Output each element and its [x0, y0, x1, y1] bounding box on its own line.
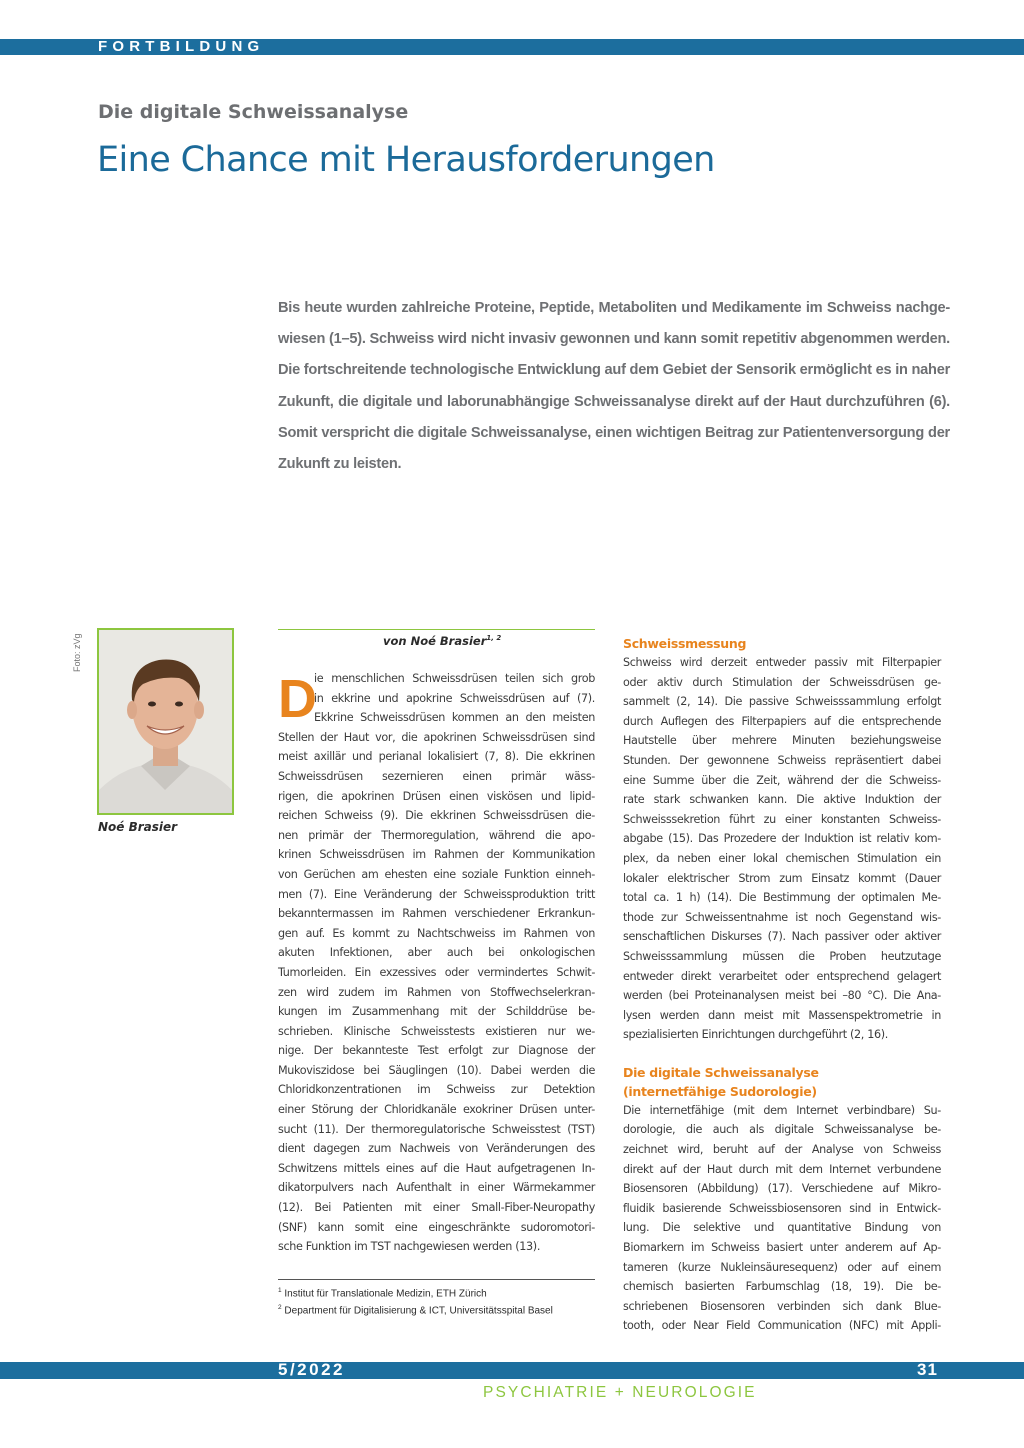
- body-line: oder aktiv durch Stimulation der Schweissdrüsen ge-: [623, 675, 941, 689]
- section-heading: (internetfähige Sudorologie): [623, 1083, 817, 1099]
- body-line: einer Störung der Chloridkanäle exokriner Drüsen unter-: [278, 1103, 595, 1117]
- body-line: Stellen der Haut vor, die apokrinen Schweissdrüsen sind: [278, 730, 595, 744]
- section-heading: Die digitale Schweissanalyse: [623, 1064, 819, 1080]
- body-line: in ekkrine und apokrine Schweissdrüsen auf (7).: [314, 691, 595, 705]
- body-line: Die internetfähige (mit dem Internet verbindbare) Su-: [623, 1103, 941, 1117]
- lead-line: Somit verspricht die digitale Schweissanalyse, einen wichtigen Beitrag zur Patientenversorgung der: [278, 424, 950, 441]
- lead-line: wiesen (1–5). Schweiss wird nicht invasiv gewonnen und kann somit repetitiv abgenommen werden.: [278, 331, 950, 348]
- body-line: men (7). Eine Veränderung der Schweissproduktion tritt: [278, 887, 595, 901]
- footnote-number: 2: [278, 1304, 282, 1312]
- body-line: Schweisssammlung müssen die Proben heutzutage: [623, 949, 941, 963]
- body-line: total ca. 1 h) (14). Die Bestimmung der optimalen Me-: [623, 891, 941, 905]
- body-column-2: [623, 634, 941, 1336]
- body-column-1: [278, 669, 595, 1257]
- author-portrait: [97, 628, 234, 815]
- body-line: fluidik basierende Schweissbiosensoren sind in Entwick-: [623, 1201, 941, 1215]
- footnotes: [278, 1284, 553, 1319]
- drop-cap: D: [278, 669, 317, 729]
- body-line: thode zur Schweissentnahme ist noch Gegenstand wis-: [623, 910, 941, 924]
- body-line: Stunden. Der gewonnene Schweiss repräsentiert dabei: [623, 753, 941, 767]
- body-line: lung. Die selektive und quantitative Bindung von: [623, 1221, 941, 1235]
- article-lead: [278, 293, 950, 480]
- body-line: Hautstelle über mehrere Minuten beziehungsweise: [623, 734, 941, 748]
- body-line: Schwitzens mittels eines auf die Haut aufgetragenen In-: [278, 1161, 595, 1175]
- body-line: Chloridkonzentrationen im Schweiss zur Detektion: [278, 1083, 595, 1097]
- body-line: zeichnet wird, beruht auf der Analyse von Schweiss: [623, 1143, 941, 1157]
- body-line: dikatorpulvers nach Aufenthalt in einer Wärmekammer: [278, 1181, 595, 1195]
- body-line: chemisch basierten Farbumschlag (18, 19). Die be-: [623, 1280, 941, 1294]
- body-line: (12). Bei Patienten mit einer Small-Fiber-Neuropathy: [278, 1201, 595, 1215]
- body-line: durch Auflegen des Filterpapiers auf die entsprechende: [623, 714, 941, 728]
- body-line: nige. Der bekannteste Test erfolgt zur Diagnose der: [278, 1044, 595, 1058]
- body-line: zen wird zudem im Rahmen von Stoffwechselerkran-: [278, 985, 595, 999]
- lead-line: Zukunft zu leisten.: [278, 456, 402, 473]
- byline: [383, 634, 501, 648]
- byline-divider: [278, 629, 595, 630]
- body-line: Schweiss wird derzeit entweder passiv mit Filterpapier: [623, 656, 941, 669]
- photo-credit: Foto: zVg: [72, 633, 82, 672]
- body-line: meist axillär und perianal lokalisiert (7, 8). Die ekkrinen: [278, 750, 595, 764]
- page-number: 31: [917, 1360, 938, 1379]
- body-line: rate stark schwanken kann. Die aktive Induktion der: [623, 793, 941, 807]
- body-line: senschaftlichen Diskurses (7). Nach passiver oder aktiver: [623, 930, 941, 944]
- body-line: von Gerüchen am ehesten eine soziale Funktion einneh-: [278, 867, 595, 881]
- body-line: sammelt (2, 14). Die passive Schweisssammlung erfolgt: [623, 695, 941, 709]
- section-label: FORTBILDUNG: [98, 38, 265, 55]
- lead-line: Die fortschreitende technologische Entwicklung auf dem Gebiet der Sensorik ermöglicht es in naher: [278, 362, 950, 379]
- body-line: gen auf. Es kommt zu Nachtschweiss im Rahmen von: [278, 926, 595, 940]
- body-line: schrieben. Klinische Schweisstests existieren nur we-: [278, 1024, 595, 1038]
- article-title: Eine Chance mit Herausforderungen: [97, 140, 715, 180]
- footnote-item: [278, 1301, 553, 1318]
- body-line: direkt auf der Haut durch mit dem Internet verbundene: [623, 1162, 941, 1176]
- body-line: akuten Infektionen, aber auch bei onkologischen: [278, 946, 595, 960]
- body-line: Ekkrine Schweissdrüsen kommen an den meisten: [314, 711, 595, 725]
- body-line: plex, da neben einer lokal chemischen Stimulation ein: [623, 851, 941, 865]
- body-line: rigen, die apokrinen Drüsen einen viskösen und lipid-: [278, 789, 595, 803]
- body-line: Biosensoren (Abbildung) (17). Verschiedene auf Mikro-: [623, 1182, 941, 1196]
- portrait-caption: Noé Brasier: [98, 820, 178, 834]
- author-name: von Noé Brasier: [383, 634, 487, 648]
- footnote-text: Institut für Translationale Medizin, ETH Zürich: [284, 1288, 487, 1300]
- footnote-number: 1: [278, 1287, 282, 1294]
- lead-line: Zukunft, die digitale und laborunabhängige Schweissanalyse direkt auf der Haut durchzuführen (6).: [278, 393, 950, 410]
- footnote-text: Department für Digitalisierung & ICT, Universitätsspital Basel: [284, 1305, 553, 1317]
- body-line: spezialisierten Einrichtungen durchgeführt (2, 16).: [623, 1028, 888, 1042]
- body-line: sche Funktion im TST nachgewiesen werden (13).: [278, 1240, 541, 1254]
- body-line: tooth, oder Near Field Communication (NFC) mit Appli-: [623, 1319, 941, 1333]
- body-line: lysen werden dann meist mit Massenspektrometrie in: [623, 1008, 941, 1022]
- footnote-item: [278, 1284, 553, 1301]
- body-line: werden (bei Proteinanalysen meist bei –80 °C). Die Ana-: [623, 989, 941, 1003]
- body-line: (SNF) kann somit eine eingeschränkte sudoromotori-: [278, 1220, 595, 1234]
- issue-number: 5/2022: [278, 1360, 345, 1379]
- body-line: krinen Schweissdrüsen im Rahmen der Kommunikation: [278, 848, 595, 862]
- top-section-bar: [0, 39, 1024, 55]
- body-line: Biomarkern im Schweiss basiert unter anderem auf Ap-: [623, 1241, 941, 1255]
- section-spacer: [623, 1045, 941, 1063]
- body-line: schriebenen Biosensoren verbinden sich dank Blue-: [623, 1299, 941, 1313]
- body-line: Schweisssekretion führt zu einer konstanten Schweiss-: [623, 812, 941, 826]
- body-line: sucht (11). Der thermoregulatorische Schweisstest (TST): [278, 1122, 595, 1136]
- section-heading: Schweissmessung: [623, 636, 747, 651]
- author-affiliation-refs: 1, 2: [486, 634, 502, 643]
- body-line: dorologie, die auch als digitale Schweissanalyse be-: [623, 1123, 941, 1137]
- body-line: entweder direkt verarbeitet oder entsprechend gelagert: [623, 969, 941, 983]
- body-line: nen primär der Thermoregulation, während die apo-: [278, 828, 595, 842]
- body-line: eine Summe über die Zeit, während der die Schweiss-: [623, 773, 941, 787]
- footer-bar: [0, 1362, 1024, 1379]
- body-line: kungen im Zusammenhang mit der Schilddrüse be-: [278, 1005, 595, 1019]
- body-line: dient dagegen zum Nachweis von Veränderungen des: [278, 1142, 595, 1156]
- body-line: Schweissdrüsen sezernieren einen primär wäss-: [278, 769, 595, 783]
- body-line: bekanntermassen im Rahmen verschiedener Erkrankun-: [278, 907, 595, 921]
- body-line: lokaler elektrischer Strom zum Einsatz kommt (Dauer: [623, 871, 941, 885]
- body-line: Mukoviszidose bei Säuglingen (10). Dabei werden die: [278, 1063, 595, 1077]
- body-line: Tumorleiden. Ein exzessives oder vermindertes Schwit-: [278, 965, 595, 979]
- footnote-divider: [278, 1279, 595, 1280]
- body-line: reichen Schweiss (9). Die ekkrinen Schweissdrüsen die-: [278, 809, 595, 823]
- body-line: ie menschlichen Schweissdrüsen teilen sich grob: [314, 672, 595, 685]
- body-line: tameren (kurze Nukleinsäuresequenz) oder auf einem: [623, 1260, 941, 1274]
- lead-line: Bis heute wurden zahlreiche Proteine, Peptide, Metaboliten und Medikamente im Schweiss nachge-: [278, 300, 950, 316]
- journal-name: PSYCHIATRIE + NEUROLOGIE: [483, 1384, 757, 1401]
- article-kicker: Die digitale Schweissanalyse: [98, 101, 409, 123]
- body-line: abgabe (15). Das Prozedere der Induktion ist relativ kom-: [623, 832, 941, 846]
